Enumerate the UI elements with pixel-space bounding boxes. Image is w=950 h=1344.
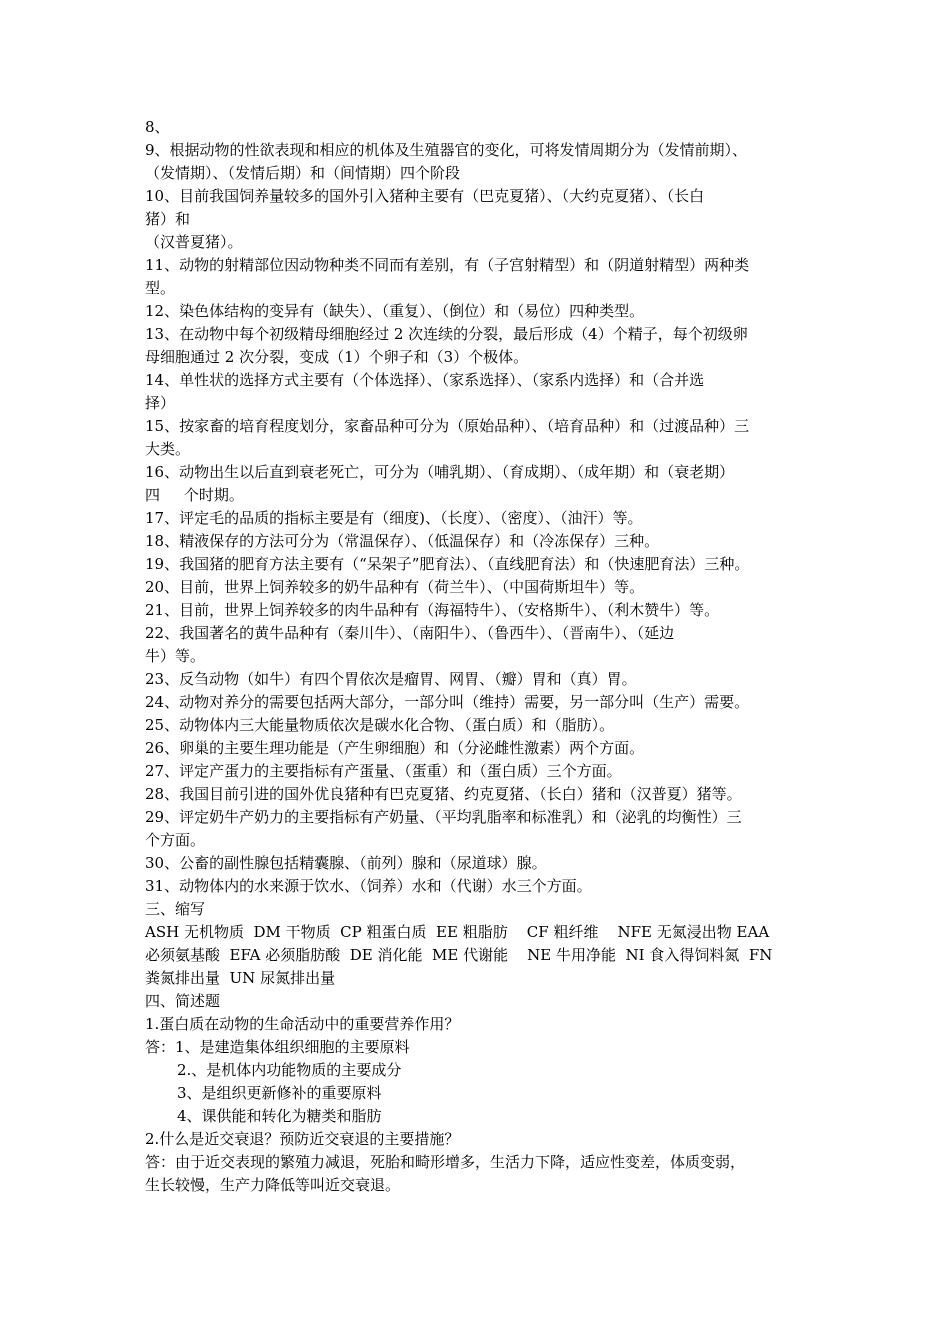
abbreviations-line-3: 粪氮排出量 UN 尿氮排出量 — [145, 969, 336, 987]
item-11-line-2: 型。 — [145, 279, 176, 297]
document-body — [145, 116, 835, 1197]
question-2: 2.什么是近交衰退？预防近交衰退的主要措施？ — [145, 1130, 460, 1148]
answer-2-line-2: 生长较慢，生产力降低等叫近交衰退。 — [145, 1176, 401, 1194]
item-11-line-1: 11、动物的射精部位因动物种类不同而有差别，有（子宫射精型）和（阴道射精型）两种类 — [145, 256, 750, 274]
item-25: 25、动物体内三大能量物质依次是碳水化合物、（蛋白质）和（脂肪）。 — [145, 716, 615, 734]
answer-1-line-2: 2.、是机体内功能物质的主要成分 — [177, 1061, 402, 1079]
item-16-line-2: 四 个时期。 — [145, 486, 244, 504]
item-14-line-1: 14、单性状的选择方式主要有（个体选择）、（家系选择）、（家系内选择）和（合并选 — [145, 371, 705, 389]
item-9-line-1: 9、根据动物的性欲表现和相应的机体及生殖器官的变化，可将发情周期分为（发情前期）、 — [145, 141, 748, 159]
item-9-line-2: （发情期）、（发情后期）和（间情期）四个阶段 — [145, 164, 461, 182]
item-8: 8、 — [145, 118, 170, 136]
item-10-line-1: 10、目前我国饲养量较多的国外引入猪种主要有（巴克夏猪）、（大约克夏猪）、（长白 — [145, 187, 705, 205]
item-16-line-1: 16、动物出生以后直到衰老死亡，可分为（哺乳期）、（育成期）、（成年期）和（衰老期） — [145, 463, 735, 481]
item-12: 12、染色体结构的变异有（缺失）、（重复）、（倒位）和（易位）四种类型。 — [145, 302, 645, 320]
item-28: 28、我国目前引进的国外优良猪种有巴克夏猪、约克夏猪、（长白）猪和（汉普夏）猪等。 — [145, 785, 742, 803]
item-22-line-2: 牛）等。 — [145, 647, 206, 665]
item-17: 17、评定毛的品质的指标主要是有（细度)、（长度）、（密度）、（油汗）等。 — [145, 509, 643, 527]
item-18: 18、精液保存的方法可分为（常温保存）、（低温保存）和（冷冻保存）三种。 — [145, 532, 660, 550]
abbreviations-line-1: ASH 无机物质 DM 干物质 CP 粗蛋白质 EE 粗脂肪 CF 粗纤维 NFE 无氮浸出物 EAA — [145, 923, 770, 941]
abbreviations-line-2: 必须氨基酸 EFA 必须脂肪酸 DE 消化能 ME 代谢能 NE 牛用净能 NI 食入得饲料氮 FN — [145, 946, 773, 964]
item-10-line-3: （汉普夏猪）。 — [145, 233, 243, 251]
item-26: 26、卵巢的主要生理功能是（产生卵细胞）和（分泌雌性激素）两个方面。 — [145, 739, 645, 757]
section-heading-abbreviations: 三、缩写 — [145, 900, 206, 918]
item-19: 19、我国猪的肥育方法主要有（“呆架子”肥育法）、（直线肥育法）和（快速肥育法）三种。 — [145, 555, 750, 573]
item-13-line-1: 13、在动物中每个初级精母细胞经过 2 次连续的分裂，最后形成（4）个精子，每个初级卵 — [145, 325, 748, 343]
item-13-line-2: 母细胞通过 2 次分裂，变成（1）个卵子和（3）个极体。 — [145, 348, 529, 366]
item-20: 20、目前，世界上饲养较多的奶牛品种有（荷兰牛）、（中国荷斯坦牛）等。 — [145, 578, 645, 596]
item-22-line-1: 22、我国著名的黄牛品种有（秦川牛）、（南阳牛）、（鲁西牛）、（晋南牛）、（延边 — [145, 624, 675, 642]
item-29-line-2: 个方面。 — [145, 831, 206, 849]
item-27: 27、评定产蛋力的主要指标有产蛋量、（蛋重）和（蛋白质）三个方面。 — [145, 762, 622, 780]
item-10-line-2: 猪）和 — [145, 210, 191, 228]
question-1: 1.蛋白质在动物的生命活动中的重要营养作用？ — [145, 1015, 460, 1033]
item-15-line-2: 大类。 — [145, 440, 191, 458]
item-30: 30、公畜的副性腺包括精囊腺、（前列）腺和（尿道球）腺。 — [145, 854, 547, 872]
item-23: 23、反刍动物（如牛）有四个胃依次是瘤胃、网胃、（瓣）胃和（真）胃。 — [145, 670, 637, 688]
answer-1-line-1: 答：1、是建造集体组织细胞的主要原料 — [145, 1038, 410, 1056]
item-24: 24、动物对养分的需要包括两大部分，一部分叫（维持）需要，另一部分叫（生产）需要。 — [145, 693, 750, 711]
item-31: 31、动物体内的水来源于饮水、（饲养）水和（代谢）水三个方面。 — [145, 877, 592, 895]
item-29-line-1: 29、评定奶牛产奶力的主要指标有产奶量、（平均乳脂率和标准乳）和（泌乳的均衡性）三 — [145, 808, 742, 826]
answer-2-line-1: 答：由于近交表现的繁殖力减退，死胎和畸形增多，生活力下降，适应性变差，体质变弱， — [145, 1153, 746, 1171]
item-15-line-1: 15、按家畜的培育程度划分，家畜品种可分为（原始品种）、（培育品种）和（过渡品种）三 — [145, 417, 750, 435]
answer-1-line-3: 3、是组织更新修补的重要原料 — [177, 1084, 382, 1102]
section-heading-short-answer: 四、简述题 — [145, 992, 221, 1010]
item-14-line-2: 择） — [145, 394, 176, 412]
answer-1-line-4: 4、课供能和转化为糖类和脂肪 — [177, 1107, 382, 1125]
item-21: 21、目前，世界上饲养较多的肉牛品种有（海福特牛）、（安格斯牛）、（利木赞牛）等。 — [145, 601, 720, 619]
